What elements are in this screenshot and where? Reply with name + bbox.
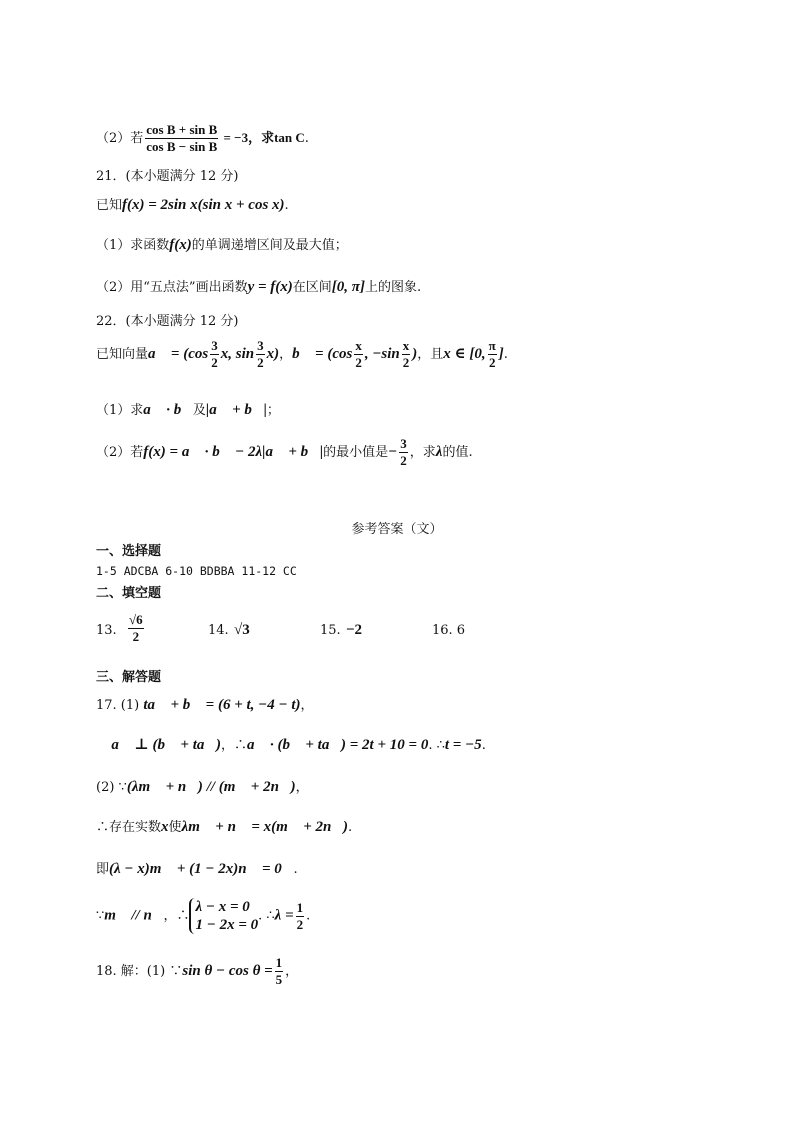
q22-a-frac1-den: 2 xyxy=(211,355,218,370)
s17-6-formula: m⃗ // n⃗ xyxy=(104,907,164,924)
q21-given-line xyxy=(96,194,289,214)
q21-part2-line xyxy=(96,276,421,296)
q22-b-frac2-den: 2 xyxy=(402,355,410,370)
s17-4-mid: 使 xyxy=(168,820,182,835)
s17-1-prefix: 17. (1) xyxy=(96,698,140,713)
q22-p2-formula: f(x) = a⃗ · b⃗ − 2λ|a⃗ + b⃗| xyxy=(143,444,324,460)
s17-2-formula: ∵ a⃗ ⊥ (b⃗ + ta⃗) xyxy=(96,737,222,753)
q21-given-prefix: 已知 xyxy=(96,198,123,213)
q21-p1-prefix: （1）求函数 xyxy=(96,238,170,253)
q22-given-prefix: 已知向量 xyxy=(96,347,149,362)
q22-given-line xyxy=(96,338,508,371)
q21-p1-suffix: 的单调递增区间及最大值； xyxy=(191,238,348,253)
s17-1-end: ， xyxy=(300,698,314,713)
q15-value: −2 xyxy=(346,622,363,638)
q22-cond-frac-den: 2 xyxy=(488,355,496,370)
s17-6-lambda: λ = xyxy=(274,907,294,924)
s17-3-end: ， xyxy=(295,780,309,795)
q21-p2-formula: y = f(x) xyxy=(247,279,293,295)
q22-given-end: . xyxy=(503,347,508,362)
q21-part1-line xyxy=(96,234,348,254)
q20-frac-num: cos B + sin B xyxy=(146,122,218,137)
answers-choice-line: 1-5 ADCBA 6-10 BDBBA 11-12 CC xyxy=(96,564,297,578)
q21-header: 21．(本小题满分 12 分) xyxy=(96,169,239,184)
s17-4-x: x xyxy=(161,819,169,835)
q21-p2-interval: [0, π] xyxy=(331,279,365,295)
q22-a-frac2-den: 2 xyxy=(257,355,264,370)
s18-num: 1 xyxy=(275,955,283,970)
s17-1-formula: ta⃗ + b⃗ = (6 + t, −4 − t) xyxy=(143,697,301,713)
q22-p1-expr2: |a⃗ + b⃗| xyxy=(205,402,267,418)
q22-p1-prefix: （1）求 xyxy=(96,403,144,418)
s17-5-end: . xyxy=(293,862,298,877)
q22-p2-suffix: ，求 xyxy=(409,445,436,460)
q22-cond-frac-num: π xyxy=(488,338,496,353)
q22-cond-left: x ∈ [0, xyxy=(443,346,486,362)
q22-b-right: ) xyxy=(412,346,418,362)
s17-6-mid: ，∴ xyxy=(163,908,190,924)
s17-6-mid2: . ∴ xyxy=(258,908,275,924)
q22-a-mid: x, sin xyxy=(220,346,255,362)
s17-line4 xyxy=(96,816,352,836)
q20-target: tan C xyxy=(274,130,305,145)
s17-6-den: 2 xyxy=(296,916,304,932)
q22-sep: ， xyxy=(279,347,293,362)
q22-part1-line xyxy=(96,399,280,419)
q20-end: . xyxy=(304,131,309,146)
q22-header: 22．(本小题满分 12 分) xyxy=(96,314,239,329)
s17-line3 xyxy=(96,776,309,796)
q20-part2-suffix: = −3，求 xyxy=(220,130,275,145)
q21-p2-prefix: （2）用“五点法”画出函数 xyxy=(96,280,248,295)
s17-3-formula: (λm⃗ + n⃗) // (m⃗ + 2n⃗) xyxy=(126,779,296,795)
s17-4-formula: λm⃗ + n⃗ = x(m⃗ + 2n⃗) xyxy=(181,819,349,835)
s17-5-formula: (λ − x)m⃗ + (1 − 2x)n⃗ = 0⃗ xyxy=(109,861,294,877)
s17-6-end: . xyxy=(306,908,311,924)
q22-p2-frac-den: 2 xyxy=(400,453,407,468)
q14-value: √3 xyxy=(234,622,250,638)
q20-part2-line xyxy=(96,122,309,155)
s17-6-system xyxy=(189,898,258,934)
s17-line2 xyxy=(96,734,486,754)
s17-2-formula3: t = −5 xyxy=(444,737,482,753)
answers-sec2: 二、填空题 xyxy=(96,586,162,601)
s17-2-end: . xyxy=(481,738,486,753)
q22-p1-end: ； xyxy=(266,403,280,418)
q22-b-frac1-den: 2 xyxy=(355,355,362,370)
q16-label: 16. 6 xyxy=(432,623,466,638)
s17-6-sys2: 1 − 2x = 0 xyxy=(195,917,259,933)
s17-4-end: . xyxy=(348,820,353,835)
s17-6-sys1: λ − x = 0 xyxy=(195,899,250,915)
s17-line6 xyxy=(96,898,310,934)
q22-b-left: b⃗ = (cos xyxy=(292,346,353,362)
q21-given-formula: f(x) = 2sin x(sin x + cos x) xyxy=(122,197,285,213)
answers-sec1: 一、选择题 xyxy=(96,544,162,559)
s18-line xyxy=(96,955,298,988)
q21-given-end: . xyxy=(284,198,289,213)
q15-label: 15. xyxy=(320,623,341,638)
q22-part2-line xyxy=(96,436,473,469)
q22-a-right: x) xyxy=(266,346,280,362)
q20-frac-den: cos B − sin B xyxy=(146,139,218,154)
q22-cond-frac xyxy=(488,338,497,371)
q20-part2-prefix: （2）若 xyxy=(96,131,144,146)
q13-label: 13. xyxy=(96,623,117,638)
s17-3-prefix: (2) ∵ xyxy=(96,780,127,795)
s17-6-num: 1 xyxy=(296,899,304,915)
q21-p2-mid: 在区间 xyxy=(292,280,332,295)
q22-cond-right: ] xyxy=(498,346,504,362)
q22-p2-prefix: （2）若 xyxy=(96,445,144,460)
q22-p1-expr1: a⃗ · b⃗ xyxy=(143,402,193,418)
s17-2-mid: ，∴ xyxy=(221,738,248,753)
q22-a-frac2-num: 3 xyxy=(257,338,264,353)
s17-line5 xyxy=(96,858,298,878)
s17-2-formula2: a⃗ · (b⃗ + ta⃗) = 2t + 10 = 0 xyxy=(247,737,429,753)
q22-b-mid: , −sin xyxy=(364,346,400,362)
q13-num: √6 xyxy=(129,612,143,627)
s18-end: ， xyxy=(285,964,299,979)
s18-frac xyxy=(275,955,284,988)
q22-b-frac2-num: x xyxy=(402,338,410,353)
q22-b-frac1 xyxy=(354,338,363,371)
s18-formula: sin θ − cos θ = xyxy=(182,963,273,979)
s17-5-prefix: 即 xyxy=(96,862,110,877)
q13-den: 2 xyxy=(132,629,140,644)
s17-line1 xyxy=(96,694,314,714)
q21-p1-fx: f(x) xyxy=(169,237,192,253)
q22-b-frac1-num: x xyxy=(355,338,362,353)
answers-sec3: 三、解答题 xyxy=(96,670,162,685)
s18-den: 5 xyxy=(275,972,283,987)
q20-fraction xyxy=(145,122,218,155)
q22-p2-lambda: λ xyxy=(435,444,443,460)
q22-p2-neg: − xyxy=(388,444,398,460)
q22-p1-and: 及 xyxy=(192,403,206,418)
q22-a-frac2 xyxy=(256,338,265,371)
q14-label: 14. xyxy=(208,623,229,638)
q22-a-frac1 xyxy=(210,338,219,371)
q22-p2-frac xyxy=(399,436,408,469)
q22-a-left: a⃗ = (cos xyxy=(148,346,209,362)
s17-6-prefix: ∵ xyxy=(96,908,105,924)
s17-2-mid2: . ∴ xyxy=(428,738,445,753)
q22-a-frac1-num: 3 xyxy=(211,338,218,353)
q22-p2-end: 的值. xyxy=(442,445,473,460)
q22-p2-mid: 的最小值是 xyxy=(323,445,389,460)
q21-p2-suffix: 上的图象. xyxy=(364,280,422,295)
q22-b-frac2 xyxy=(402,338,411,371)
s17-4-prefix: ∴存在实数 xyxy=(96,820,162,835)
q13-fraction xyxy=(128,612,144,645)
answers-title: 参考答案（文） xyxy=(351,522,443,537)
q22-p2-frac-num: 3 xyxy=(400,436,407,451)
s18-prefix: 18. 解：(1) ∵ xyxy=(96,964,183,979)
q22-cond-prefix: ，且 xyxy=(417,347,444,362)
s17-6-frac xyxy=(296,900,305,933)
